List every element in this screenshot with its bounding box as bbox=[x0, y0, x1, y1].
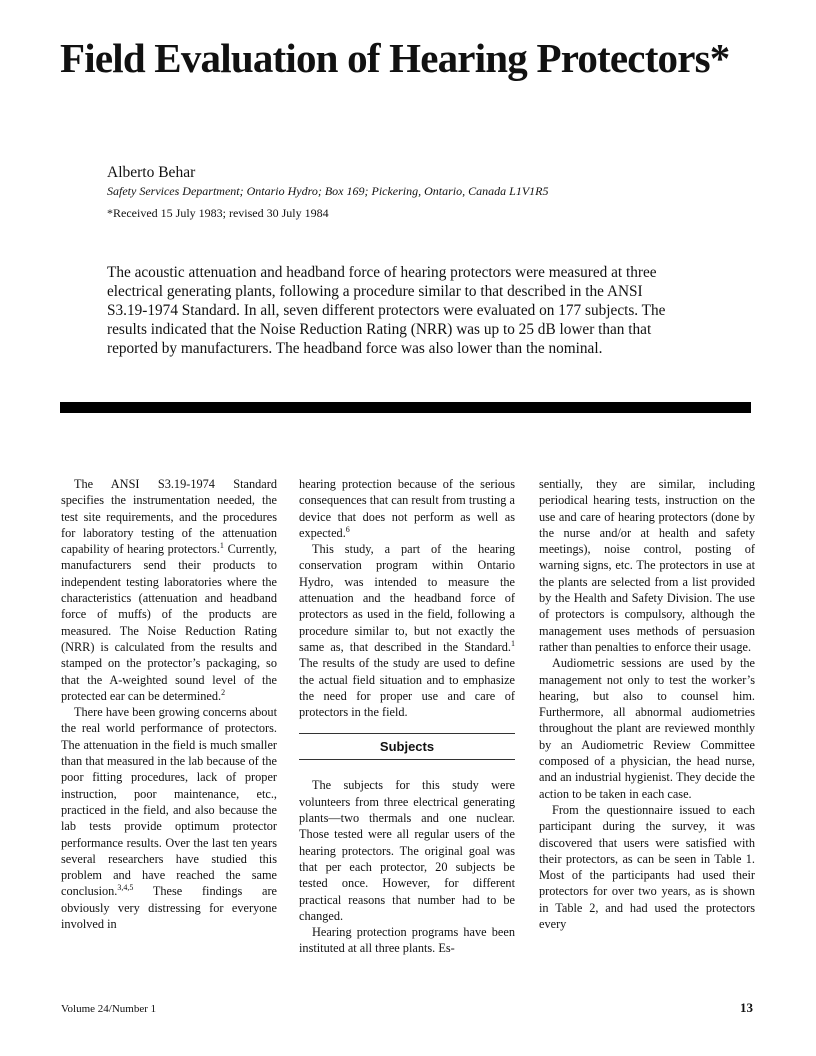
citation-ref: 1 bbox=[219, 541, 224, 551]
paragraph: The ANSI S3.19-1974 Standard specifies the instrumentation needed, the test site requirements, and the procedures for laboratory testing of the attenuation capability of hearing protectors.$^1$ Currently, manufacturers send their products to independent testing laboratories where the characteristics (attenuation and headband force of muffs) of the products are measured. The Noise Reduction Rating (NRR) is calculated from the results and stamped on the protector’s packaging, so that the A-weighted sound level of the protected ear can be determined.$^2$ bbox=[61, 477, 277, 703]
paragraph: hearing protection because of the serious consequences that can result from trusting a device that does not perform as well as expected.$^6$ bbox=[299, 477, 515, 540]
body-column-1 bbox=[61, 476, 277, 932]
paragraph: Audiometric sessions are used by the management not only to test the worker’s hearing, but also to counsel him. Furthermore, all abnormal audiometries throughout the plant are reviewed monthly by an Audiometric Review Committee composed of a physician, the head nurse, and an industrial hygienist. They decide the action to be taken in each case. bbox=[539, 656, 755, 801]
heading-rule bbox=[299, 759, 515, 760]
paragraph: sentially, they are similar, including periodical hearing tests, instruction on the use and care of hearing protectors (done by the nurse and/or at health and safety meetings), noise control, posting of warning signs, etc. The protectors in use at the plants are selected from a list provided by the Health and Safety Division. The use of protectors is compulsory, although the management uses methods of persuasion rather than penalties to enforce their usage. bbox=[539, 477, 755, 654]
received-note: *Received 15 July 1983; revised 30 July 1984 bbox=[107, 206, 329, 220]
page-number: 13 bbox=[740, 1000, 753, 1015]
section-heading-label: Subjects bbox=[379, 739, 435, 755]
citation-ref: 3,4,5 bbox=[117, 883, 134, 893]
author-name: Alberto Behar bbox=[107, 164, 196, 181]
paragraph: The subjects for this study were volunteers from three electrical generating plants—two thermals and one nuclear. Those tested were all regular users of the hearing protectors. The original goal was that per each protector, 20 subjects be tested once. However, for different practical reasons that number had to be changed. bbox=[299, 778, 515, 923]
section-heading-subjects bbox=[299, 723, 515, 771]
paragraph: There have been growing concerns about the real world performance of protectors. The attenuation in the field is much smaller than that measured in the lab because of the poor fitting procedures, lack of proper instruction, poor maintenance, etc., practiced in the field, and also because the lab tests provide optimum protector performance results. Over the last ten years several researchers have studied this problem and have reached the same conclusion.$^{3,4,5}$ These findings are obviously very distressing for everyone involved in bbox=[61, 705, 277, 932]
abstract: The acoustic attenuation and headband force of hearing protectors were measured at three electrical generating plants, following a procedure similar to that described in the ANSI S3.19-1974 Standard. In all, seven different protectors were evaluated on 177 subjects. The results indicated that the Noise Reduction Rating (NRR) was up to 25 dB lower than that reported by manufacturers. The headband force was also lower than the nominal. bbox=[107, 264, 666, 357]
paragraph: This study, a part of the hearing conservation program within Ontario Hydro, was intended to measure the attenuation and the headband force of protectors as used in the field, following a procedure similar to, but not exactly the same as, that described in the Standard.$^1$ The results of the study are used to define the actual field situation and to emphasize the need for proper use and care of protectors in the field. bbox=[299, 542, 515, 720]
paper-title: Field Evaluation of Hearing Protectors* bbox=[60, 35, 730, 81]
citation-ref: 6 bbox=[345, 524, 350, 534]
citation-ref: 1 bbox=[511, 638, 515, 648]
citation-ref: 2 bbox=[221, 687, 226, 697]
paragraph: Hearing protection programs have been instituted at all three plants. Es- bbox=[299, 925, 515, 956]
body-column-2 bbox=[299, 476, 515, 957]
author-affiliation: Safety Services Department; Ontario Hydro; Box 169; Pickering, Ontario, Canada L1V1R5 bbox=[107, 184, 549, 198]
body-column-3 bbox=[539, 476, 755, 932]
heading-rule bbox=[299, 733, 515, 734]
paragraph: From the questionnaire issued to each participant during the survey, it was discovered that users were satisfied with their protectors, as can be seen in Table 1. Most of the participants had used their protectors for over two years, as is shown in Table 2, and had used the protectors every bbox=[539, 802, 755, 932]
journal-volume: Volume 24/Number 1 bbox=[61, 1003, 157, 1015]
title-divider-bar bbox=[60, 402, 751, 413]
